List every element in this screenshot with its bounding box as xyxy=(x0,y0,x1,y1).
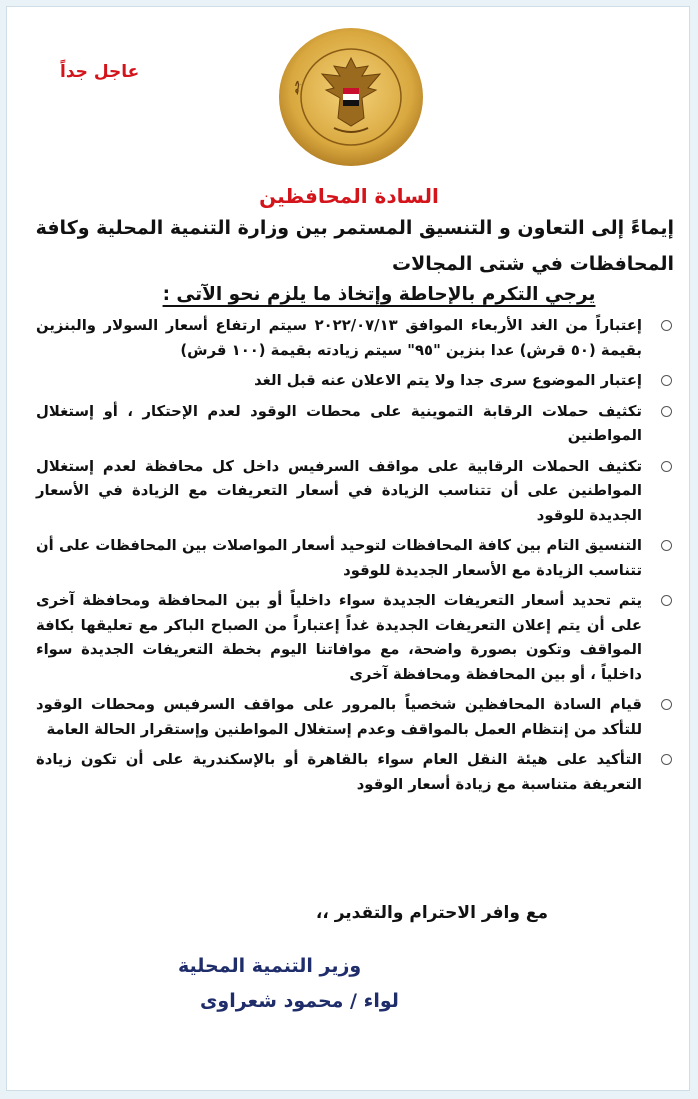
list-item-text: قيام السادة المحافظين شخصياً بالمرور على مواقف السرفيس ومحطات الوقود للتأكد من إنتظام العمل بالمواقف وعدم إستغلال المواطنين وإستقرار الحالة العامة xyxy=(36,696,642,738)
signature-title: وزير التنمية المحلية xyxy=(178,955,362,977)
addressee-heading: السادة المحافظين xyxy=(259,184,439,208)
seal-text: جم xyxy=(290,78,304,95)
circle-bullet-icon xyxy=(661,320,672,331)
circle-bullet-icon xyxy=(661,595,672,606)
list-item xyxy=(36,314,680,363)
circle-bullet-icon xyxy=(661,699,672,710)
list-item-text: تكثيف الحملات الرقابية على مواقف السرفيس داخل كل محافظة لعدم إستغلال المواطنين على أن تتناسب الزيادة في أسعار التعريفات مع الزيادة في الأسعار الجديدة للوقود xyxy=(36,457,642,524)
list-item xyxy=(36,748,680,797)
list-item xyxy=(36,589,680,687)
urgent-label: عاجل جداً xyxy=(60,62,140,82)
list-item-text: إعتباراً من الغد الأربعاء الموافق ٢٠٢٢/٠٧/١٣ سيتم ارتفاع أسعار السولار والبنزين بقيمة (٥٠ قرش) عدا بنزين "٩٥" سيتم زيادته بقيمة (١٠٠ قرش) xyxy=(36,317,642,359)
circle-bullet-icon xyxy=(661,754,672,765)
list-item-text: إعتبار الموضوع سرى جدا ولا يتم الاعلان عنه قبل الغد xyxy=(254,372,642,389)
list-item xyxy=(36,534,680,583)
list-item-text: التأكيد على هيئة النقل العام سواء بالقاهرة أو بالإسكندرية على أن تكون زيادة التعريفة متناسبة مع زيادة أسعار الوقود xyxy=(36,751,642,793)
list-item-text: التنسيق التام بين كافة المحافظات لتوحيد أسعار المواصلات بين المحافظات على أن تتناسب الزيادة مع الأسعار الجديدة للوقود xyxy=(36,537,642,579)
directives-list xyxy=(36,314,680,803)
ministry-seal-icon xyxy=(276,26,426,168)
list-item-text: يتم تحديد أسعار التعريفات الجديدة سواء داخلياً أو بين المحافظة ومحافظة آخرى على أن يتم إعلان التعريفات الجديدة غداً إعتباراً من الصباح الباكر مع تعليقها بكافة المواقف وتكون بصورة واضحة، مع موافاتنا اليوم بخطة التعريفات الجديدة سواء داخلياً ، أو بين المحافظة ومحافظة آخرى xyxy=(36,592,642,683)
list-item xyxy=(36,693,680,742)
circle-bullet-icon xyxy=(661,375,672,386)
signature-name: لواء / محمود شعراوى xyxy=(200,990,399,1012)
request-line xyxy=(60,284,698,305)
circle-bullet-icon xyxy=(661,540,672,551)
intro-paragraph: إيماءً إلى التعاون و التنسيق المستمر بين وزارة التنمية المحلية وكافة المحافظات في شتى المجالات xyxy=(35,217,674,275)
list-item xyxy=(36,455,680,529)
circle-bullet-icon xyxy=(661,406,672,417)
list-item-text: تكثيف حملات الرقابة التموينية على محطات الوقود لعدم الإحتكار ، أو إستغلال المواطنين xyxy=(36,402,642,444)
request-text: يرجي التكرم بالإحاطة وإتخاذ ما يلزم نحو الآتى : xyxy=(162,284,596,305)
closing-line: مع وافر الاحترام والتقدير ،، xyxy=(315,903,548,923)
list-item xyxy=(36,369,680,394)
circle-bullet-icon xyxy=(661,461,672,472)
list-item xyxy=(36,400,680,449)
